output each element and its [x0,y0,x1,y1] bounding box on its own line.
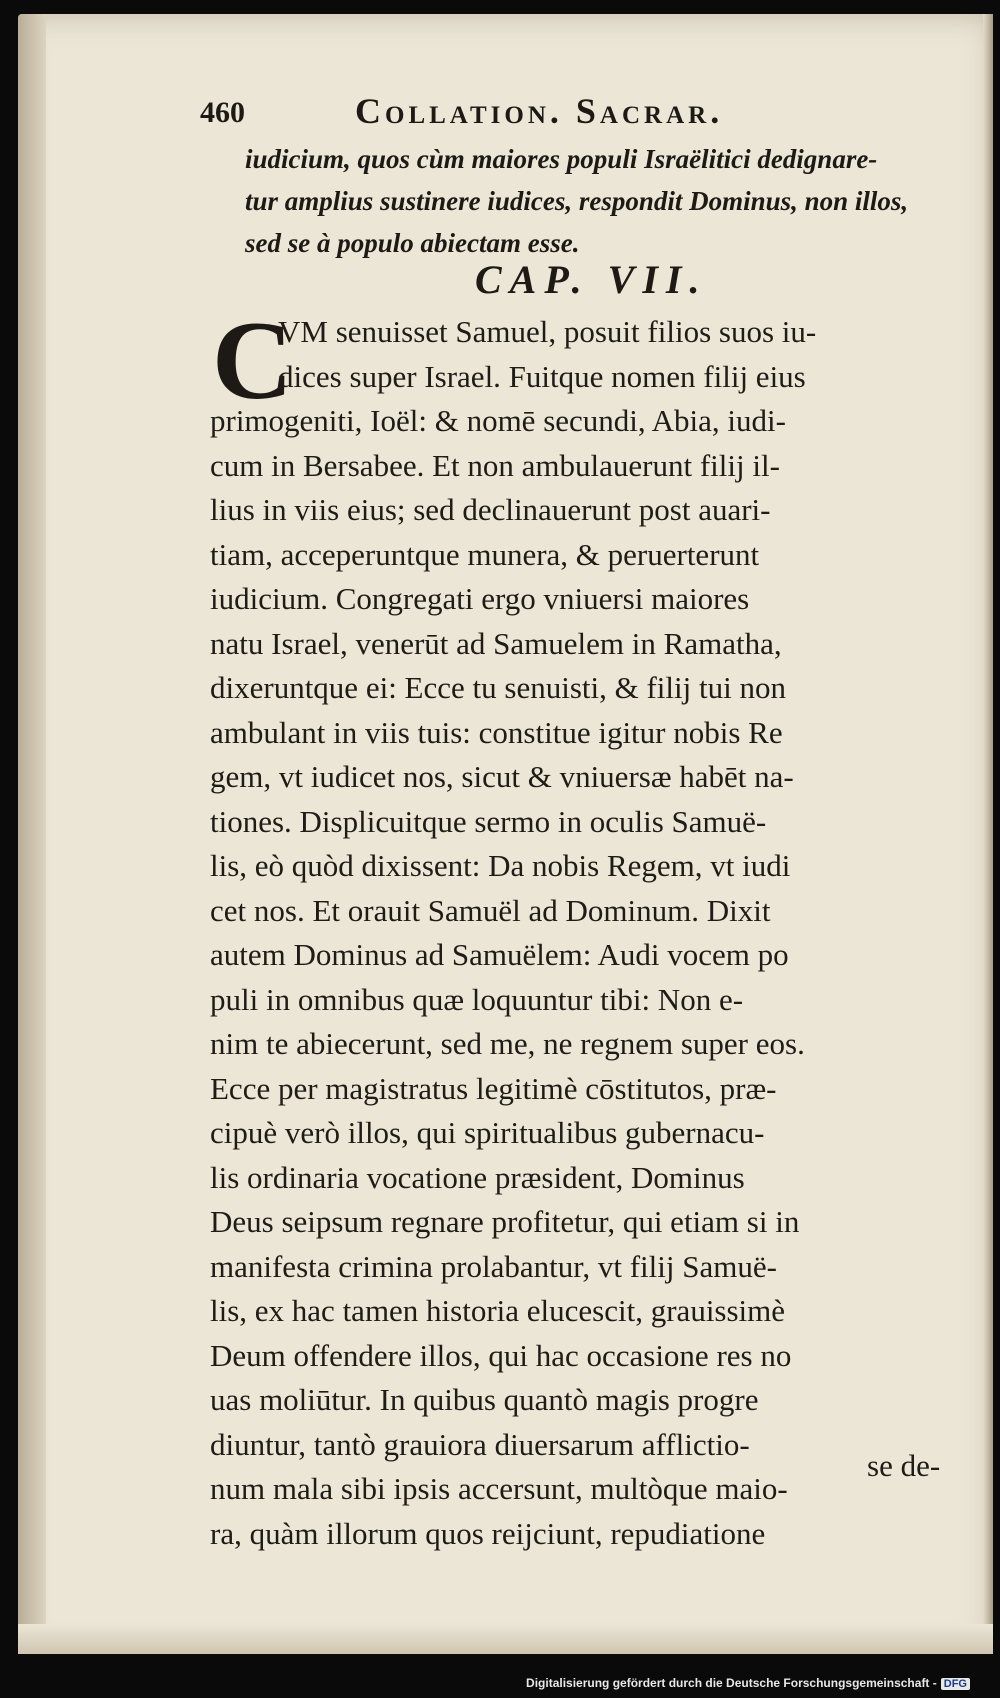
text-line: natu Israel, venerūt ad Samuelem in Ramatha, [210,625,782,661]
digitization-credit [526,1676,970,1690]
chapter-heading: CAP. VII. [475,257,708,302]
page-bottom-edge [18,1624,993,1654]
dfg-logo: DFG [941,1678,970,1690]
text-line: tiones. Displicuitque sermo in oculis Samuë- [210,803,767,839]
text-line: num mala sibi ipsis accersunt, multòque maio- [210,1471,788,1506]
text-line: lis, eò quòd dixissent: Da nobis Regem, vt iudi [210,848,791,883]
text-line: dices super Israel. Fuitque nomen filij eius [278,358,806,394]
drop-cap-initial: C [212,299,293,423]
text-line: cipuè verò illos, qui spiritualibus gubernacu- [210,1115,765,1150]
text-line: iudicium. Congregati ergo vniuersi maiores [210,581,750,616]
text-line: ra, quàm illorum quos reijciunt, repudiatione [210,1515,766,1551]
intro-italic-paragraph [245,138,935,264]
text-line: tiam, acceperuntque munera, & peruerterunt [210,536,760,572]
text-line: manifesta crimina prolabantur, vt filij Samuë- [210,1248,777,1284]
text-line: cet nos. Et orauit Samuël ad Dominum. Dixit [210,892,771,928]
text-line: cum in Bersabee. Et non ambulauerunt filij il- [210,447,780,483]
text-line: uas moliūtur. In quibus quantò magis progre [210,1382,759,1417]
text-line: lius in viis eius; sed declinauerunt post auari- [210,492,771,527]
page-number: 460 [200,96,245,129]
italic-line: sed se à populo abiectam esse. [245,228,580,258]
italic-line: tur amplius sustinere iudices, respondit Dominus, non illos, [245,186,909,216]
text-line: primogeniti, Ioël: & nomē secundi, Abia, iudi- [210,403,786,438]
page-header [200,90,900,140]
italic-line: iudicium, quos cùm maiores populi Israëlitici dedignare- [245,144,878,174]
text-line: nim te abiecerunt, sed me, ne regnem super eos. [210,1026,805,1061]
text-line: VM senuisset Samuel, posuit filios suos iu- [278,314,817,349]
text-line: lis, ex hac tamen historia elucescit, grauissimè [210,1293,786,1328]
chapter-body-text [210,310,950,1556]
text-line: Deum offendere illos, qui hac occasione res no [210,1337,792,1373]
catchword: se de- [867,1448,941,1483]
running-title: Collation. Sacrar. [355,91,724,131]
page-gutter [18,14,46,1654]
text-line: ambulant in viis tuis: constitue igitur nobis Re [210,714,783,750]
page-edge [983,14,993,1654]
text-line: gem, vt iudicet nos, sicut & vniuersæ habēt na- [210,759,794,794]
text-line: Ecce per magistratus legitimè cōstitutos, præ- [210,1070,777,1106]
text-line: lis ordinaria vocatione præsident, Dominus [210,1159,745,1195]
credit-text: Digitalisierung gefördert durch die Deutsche Forschungsgemeinschaft - [526,1676,937,1690]
text-line: diuntur, tantò grauiora diuersarum afflictio- [210,1426,750,1462]
text-line: autem Dominus ad Samuëlem: Audi vocem po [210,937,789,972]
text-line: puli in omnibus quæ loquuntur tibi: Non e- [210,981,744,1017]
text-line: dixeruntque ei: Ecce tu senuisti, & filij tui non [210,670,786,705]
text-line: Deus seipsum regnare profitetur, qui etiam si in [210,1204,800,1239]
